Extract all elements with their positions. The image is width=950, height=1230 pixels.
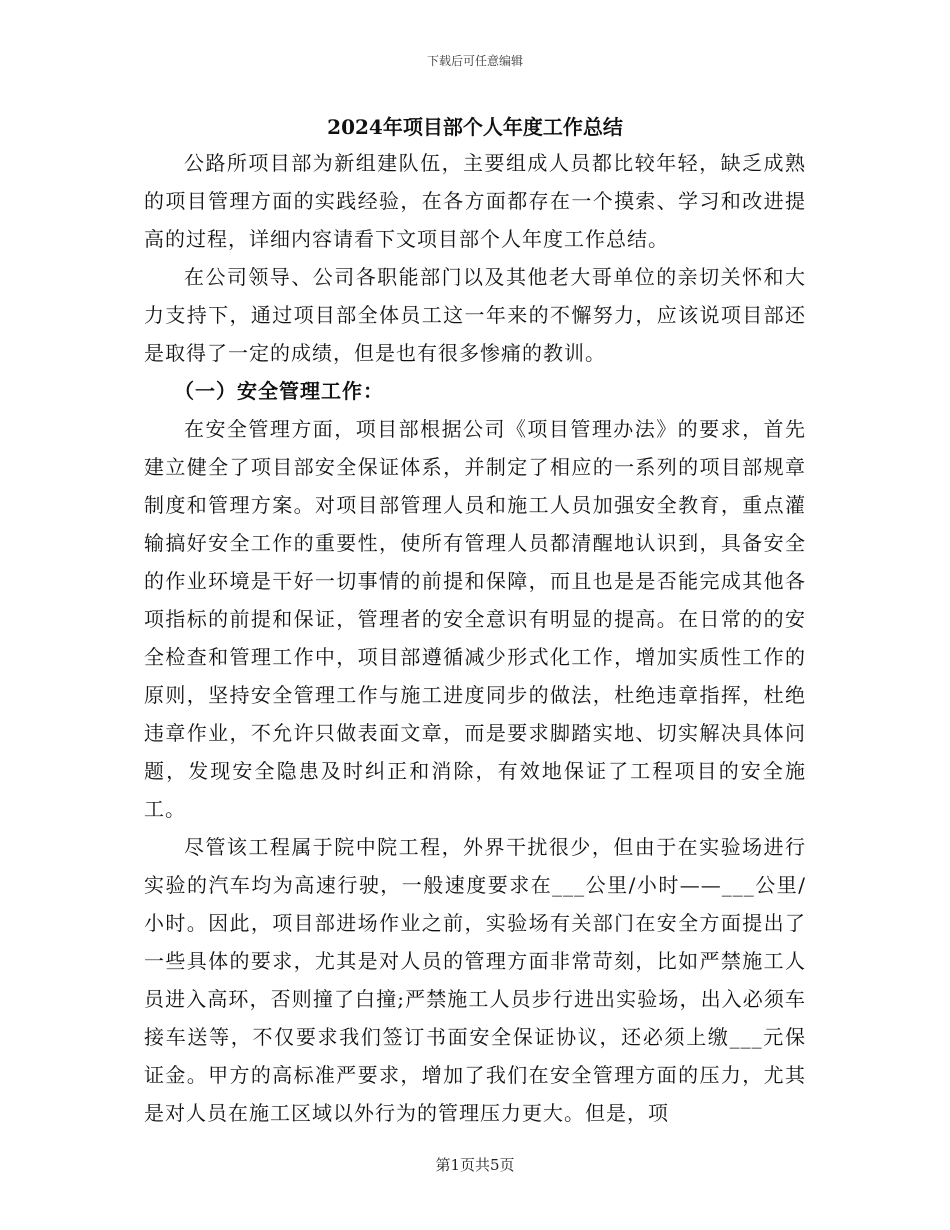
safety-paragraph-2: 尽管该工程属于院中院工程，外界干扰很少，但由于在实验场进行实验的汽车均为高速行驶，一般速度要求在___公里/小时——___公里/小时。因此，项目部进场作业之前，实验场有关部门在安全方面提出了一些具体的要求，尤其是对人员的管理方面非常苛刻，比如严禁施工人员进入高环，否则撞了白撞;严禁施工人员步行进出实验场，出入必须车接车送等，不仅要求我们签订书面安全保证协议，还必须上缴___元保证金。甲方的高标准严要求，增加了我们在安全管理方面的压力，尤其是对人员在施工区域以外行为的管理压力更大。但是，项 <box>144 835 806 1125</box>
intro-paragraph-1: 公路所项目部为新组建队伍，主要组成人员都比较年轻，缺乏成熟的项目管理方面的实践经验，在各方面都存在一个摸索、学习和改进提高的过程，详细内容请看下文项目部个人年度工作总结。 <box>144 151 806 251</box>
safety-paragraph-1: 在安全管理方面，项目部根据公司《项目管理办法》的要求，首先建立健全了项目部安全保证体系，并制定了相应的一系列的项目部规章制度和管理方案。对项目部管理人员和施工人员加强安全教育，重点灌输搞好安全工作的重要性，使所有管理人员都清醒地认识到，具备安全的作业环境是干好一切事情的前提和保障，而且也是是否能完成其他各项指标的前提和保证，管理者的安全意识有明显的提高。在日常的的安全检查和管理工作中，项目部遵循减少形式化工作，增加实质性工作的原则，坚持安全管理工作与施工进度同步的做法，杜绝违章指挥，杜绝违章作业，不允许只做表面文章，而是要求脚踏实地、切实解决具体问题，发现安全隐患及时纠正和消除，有效地保证了工程项目的安全施工。 <box>144 417 806 821</box>
document-body <box>144 110 806 1132</box>
page-number: 第1页共5页 <box>435 1156 515 1174</box>
document-title: 2024年项目部个人年度工作总结 <box>327 115 623 139</box>
section-heading-safety: （一）安全管理工作： <box>174 379 384 403</box>
page-header: 下载后可任意编辑 <box>426 54 523 68</box>
intro-paragraph-2: 在公司领导、公司各职能部门以及其他老大哥单位的亲切关怀和大力支持下，通过项目部全体员工这一年来的不懈努力，应该说项目部还是取得了一定的成绩，但是也有很多惨痛的教训。 <box>144 265 806 365</box>
